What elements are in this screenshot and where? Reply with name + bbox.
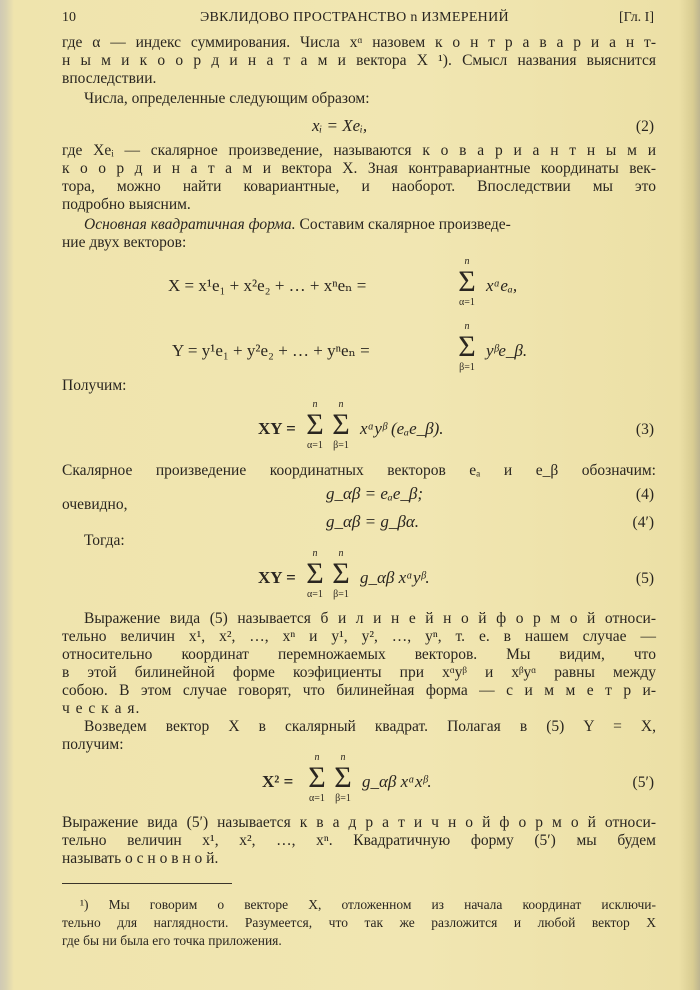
sum-lower-limit: α=1 bbox=[307, 440, 323, 451]
text: Составим скалярное произведе- bbox=[299, 216, 511, 233]
sum-upper-limit: n bbox=[464, 321, 470, 332]
sum-upper-limit: n bbox=[314, 752, 320, 763]
equation-2: xᵢ = Xeᵢ, bbox=[312, 116, 368, 135]
equation-y-right: yᵝe_β. bbox=[486, 341, 528, 360]
text-line: где Xeᵢ — скалярное произведение, называются к о в а р и а н т н ы м и bbox=[62, 142, 656, 159]
text-line: Числа, определенные следующим образом: bbox=[84, 90, 370, 107]
equation-4-prime: g_αβ = g_βα. bbox=[326, 512, 420, 531]
sum-symbol: n Σ α=1 bbox=[300, 548, 330, 600]
equation-number: (4) bbox=[635, 486, 654, 503]
text-line: впоследствии. bbox=[62, 70, 157, 87]
text-line bbox=[84, 216, 656, 234]
text-line: к о о р д и н а т а м и вектора X. Зная контравариантные координаты век- bbox=[62, 160, 656, 177]
text-line: подробно выясним. bbox=[62, 196, 191, 213]
running-title: ЭВКЛИДОВО ПРОСТРАНСТВО n ИЗМЕРЕНИЙ bbox=[200, 10, 509, 25]
sum-upper-limit: n bbox=[312, 399, 318, 410]
equation-5-left: XY = bbox=[258, 568, 296, 587]
sum-upper-limit: n bbox=[340, 752, 346, 763]
text-line: ч е с к а я. bbox=[62, 700, 141, 717]
sum-lower-limit: β=1 bbox=[335, 793, 351, 804]
text-line: Получим: bbox=[62, 377, 127, 394]
text-line: где α — индекс суммирования. Числа xᵅ назовем к о н т р а в а р и а н т- bbox=[62, 34, 656, 51]
sum-lower-limit: β=1 bbox=[333, 589, 349, 600]
text-line: относительно координат перемножаемых векторов. Мы видим, что bbox=[62, 646, 656, 663]
sum-symbol: n Σ α=1 bbox=[452, 256, 482, 308]
text-line: Выражение вида (5) называется б и л и н е й н о й ф о р м о й относи- bbox=[84, 610, 656, 627]
sum-upper-limit: n bbox=[312, 548, 318, 559]
equation-y-left: Y = y¹e₁ + y²e₂ + … + yⁿeₙ = bbox=[172, 341, 370, 360]
sum-symbol: n Σ β=1 bbox=[326, 399, 356, 451]
text-line: получим: bbox=[62, 736, 124, 753]
equation-5-right: g_αβ xᵅyᵝ. bbox=[360, 568, 430, 587]
equation-5-prime-right: g_αβ xᵅxᵝ. bbox=[362, 772, 432, 791]
sum-symbol: n Σ β=1 bbox=[326, 548, 356, 600]
sum-upper-limit: n bbox=[338, 548, 344, 559]
text-line: Возведем вектор X в скалярный квадрат. Полагая в (5) Y = X, bbox=[84, 718, 656, 735]
text-line: называть о с н о в н о й. bbox=[62, 850, 219, 867]
equation-number: (5′) bbox=[632, 774, 654, 791]
text-line: тора, можно найти ковариантные, и наоборот. Впоследствии мы это bbox=[62, 178, 656, 195]
text-line: тельно величин x¹, x², …, xⁿ. Квадратичную форму (5′) мы будем bbox=[62, 832, 656, 849]
page-number: 10 bbox=[62, 10, 76, 25]
text-line: н ы м и к о о р д и н а т а м и вектора X ¹). Смысл названия выяснится bbox=[62, 52, 656, 69]
equation-4: g_αβ = eₐe_β; bbox=[326, 484, 424, 503]
sum-lower-limit: α=1 bbox=[307, 589, 323, 600]
equation-x-left: X = x¹e₁ + x²e₂ + … + xⁿeₙ = bbox=[168, 276, 367, 295]
footnote-divider bbox=[62, 883, 232, 884]
footnote-line: где бы ни была его точка приложения. bbox=[62, 933, 282, 948]
equation-3-left: XY = bbox=[258, 419, 296, 438]
equation-x-right: xᵅeₐ, bbox=[486, 276, 518, 295]
text-line: в этой билинейной форме коэфициенты при xᵅyᵝ и xᵝyᵅ равны между bbox=[62, 664, 656, 681]
text-line: ние двух векторов: bbox=[62, 234, 187, 251]
sum-lower-limit: β=1 bbox=[459, 362, 475, 373]
equation-number: (3) bbox=[635, 421, 654, 438]
text-line: Выражение вида (5′) называется к в а д р а т и ч н о й ф о р м о й относи- bbox=[62, 814, 656, 831]
chapter-label: [Гл. I] bbox=[618, 10, 654, 25]
equation-number: (4′) bbox=[632, 514, 654, 531]
equation-number: (2) bbox=[635, 118, 654, 135]
sum-symbol: n Σ α=1 bbox=[300, 399, 330, 451]
sum-symbol: n Σ α=1 bbox=[302, 752, 332, 804]
sum-lower-limit: β=1 bbox=[333, 440, 349, 451]
sum-symbol: n Σ β=1 bbox=[328, 752, 358, 804]
text-line: Тогда: bbox=[84, 532, 125, 549]
sum-lower-limit: α=1 bbox=[459, 297, 475, 308]
equation-5-prime-left: X² = bbox=[262, 772, 294, 791]
section-heading: Основная квадратичная форма. bbox=[84, 216, 296, 233]
text-line: Скалярное произведение координатных векторов eₐ и e_β обозначим: bbox=[62, 462, 656, 479]
sum-symbol: n Σ β=1 bbox=[452, 321, 482, 373]
footnote-line: ¹) Мы говорим о векторе X, отложенном из начала координат исключи- bbox=[80, 897, 656, 912]
footnote-line: тельно для наглядности. Разумеется, что так же разложится и любой вектор X bbox=[62, 915, 656, 930]
sum-lower-limit: α=1 bbox=[309, 793, 325, 804]
text-line: очевидно, bbox=[62, 496, 128, 513]
sum-upper-limit: n bbox=[338, 399, 344, 410]
text-line: тельно величин x¹, x², …, xⁿ и y¹, y², …, yⁿ, т. е. в нашем случае — bbox=[62, 628, 656, 645]
text-line: собою. В этом случае говорят, что билинейная форма — с и м м е т р и- bbox=[62, 682, 656, 699]
equation-3-right: xᵅyᵝ (eₐe_β). bbox=[360, 419, 444, 438]
sum-upper-limit: n bbox=[464, 256, 470, 267]
equation-number: (5) bbox=[635, 570, 654, 587]
